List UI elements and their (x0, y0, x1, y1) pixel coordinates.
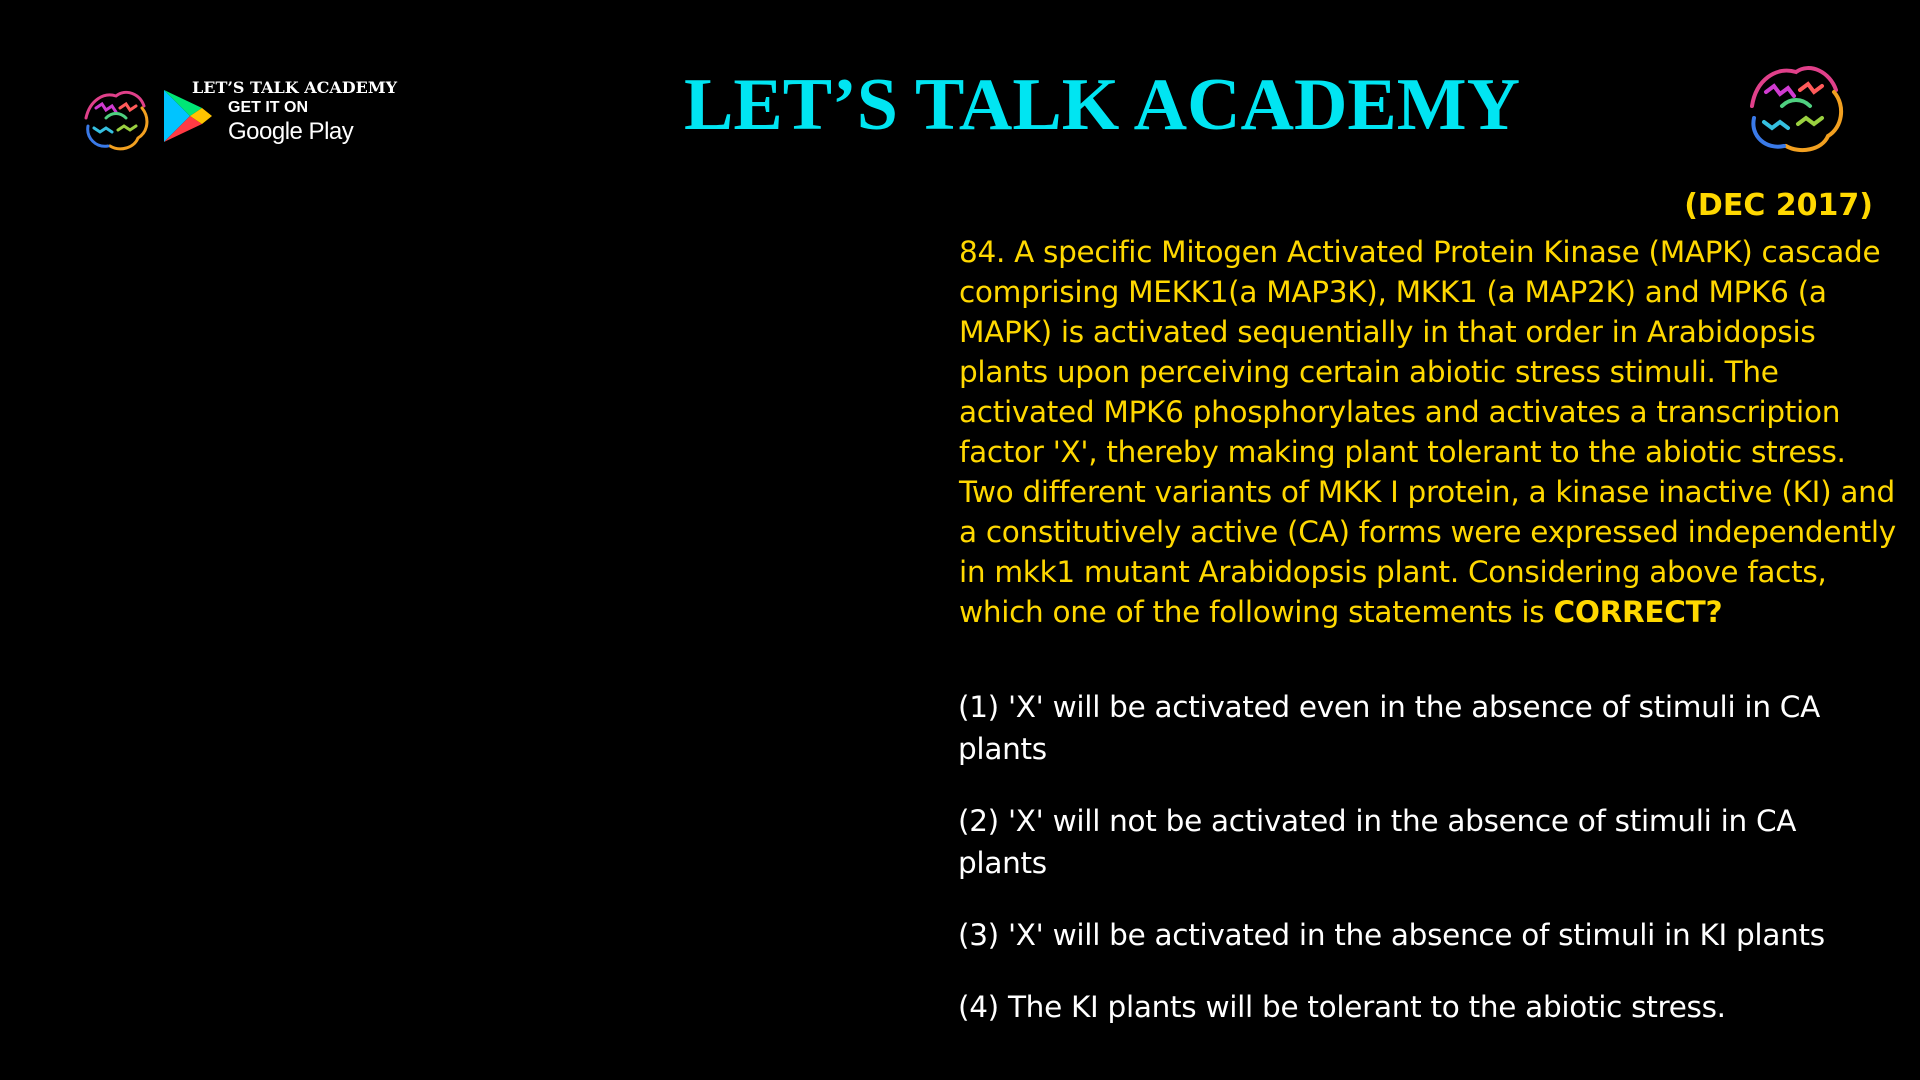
protein-structure-logo-icon (76, 78, 156, 158)
protein-structure-logo-icon (1738, 50, 1854, 162)
page-title: LET’S TALK ACADEMY (684, 64, 1521, 146)
question-emphasis: CORRECT? (1553, 595, 1723, 629)
option-4: (4) The KI plants will be tolerant to the abiotic stress. (958, 990, 1726, 1024)
question-text (959, 232, 1899, 632)
option-3: (3) 'X' will be activated in the absence of stimuli in KI plants (958, 918, 1825, 952)
option-2: (2) 'X' will not be activated in the absence of stimuli in CA plants (958, 804, 1797, 880)
option-1: (1) 'X' will be activated even in the absence of stimuli in CA plants (958, 690, 1820, 766)
google-play-badge[interactable] (76, 78, 416, 158)
badge-academy-name: LET’S TALK ACADEMY (192, 78, 397, 97)
question-body: 84. A specific Mitogen Activated Protein Kinase (MAPK) cascade comprising MEKK1(a MAP3K), MKK1 (a MAP2K) and MPK6 (a MAPK) is activated sequentially in that order in Arabidopsis plants upon perceiving certain abiotic stress stimuli. The activated MPK6 phosphorylates and activates a transcription factor 'X', thereby making plant tolerant to the abiotic stress. Two different variants of MKK I protein, a kinase inactive (KI) and a constitutively active (CA) forms were expressed independently in mkk1 mutant Arabidopsis plant. Considering above facts, which one of the following statements is (959, 235, 1896, 629)
badge-store-name: Google Play (228, 118, 354, 145)
badge-get-it-on: GET IT ON (228, 99, 308, 116)
exam-date-label: (DEC 2017) (1684, 188, 1873, 223)
